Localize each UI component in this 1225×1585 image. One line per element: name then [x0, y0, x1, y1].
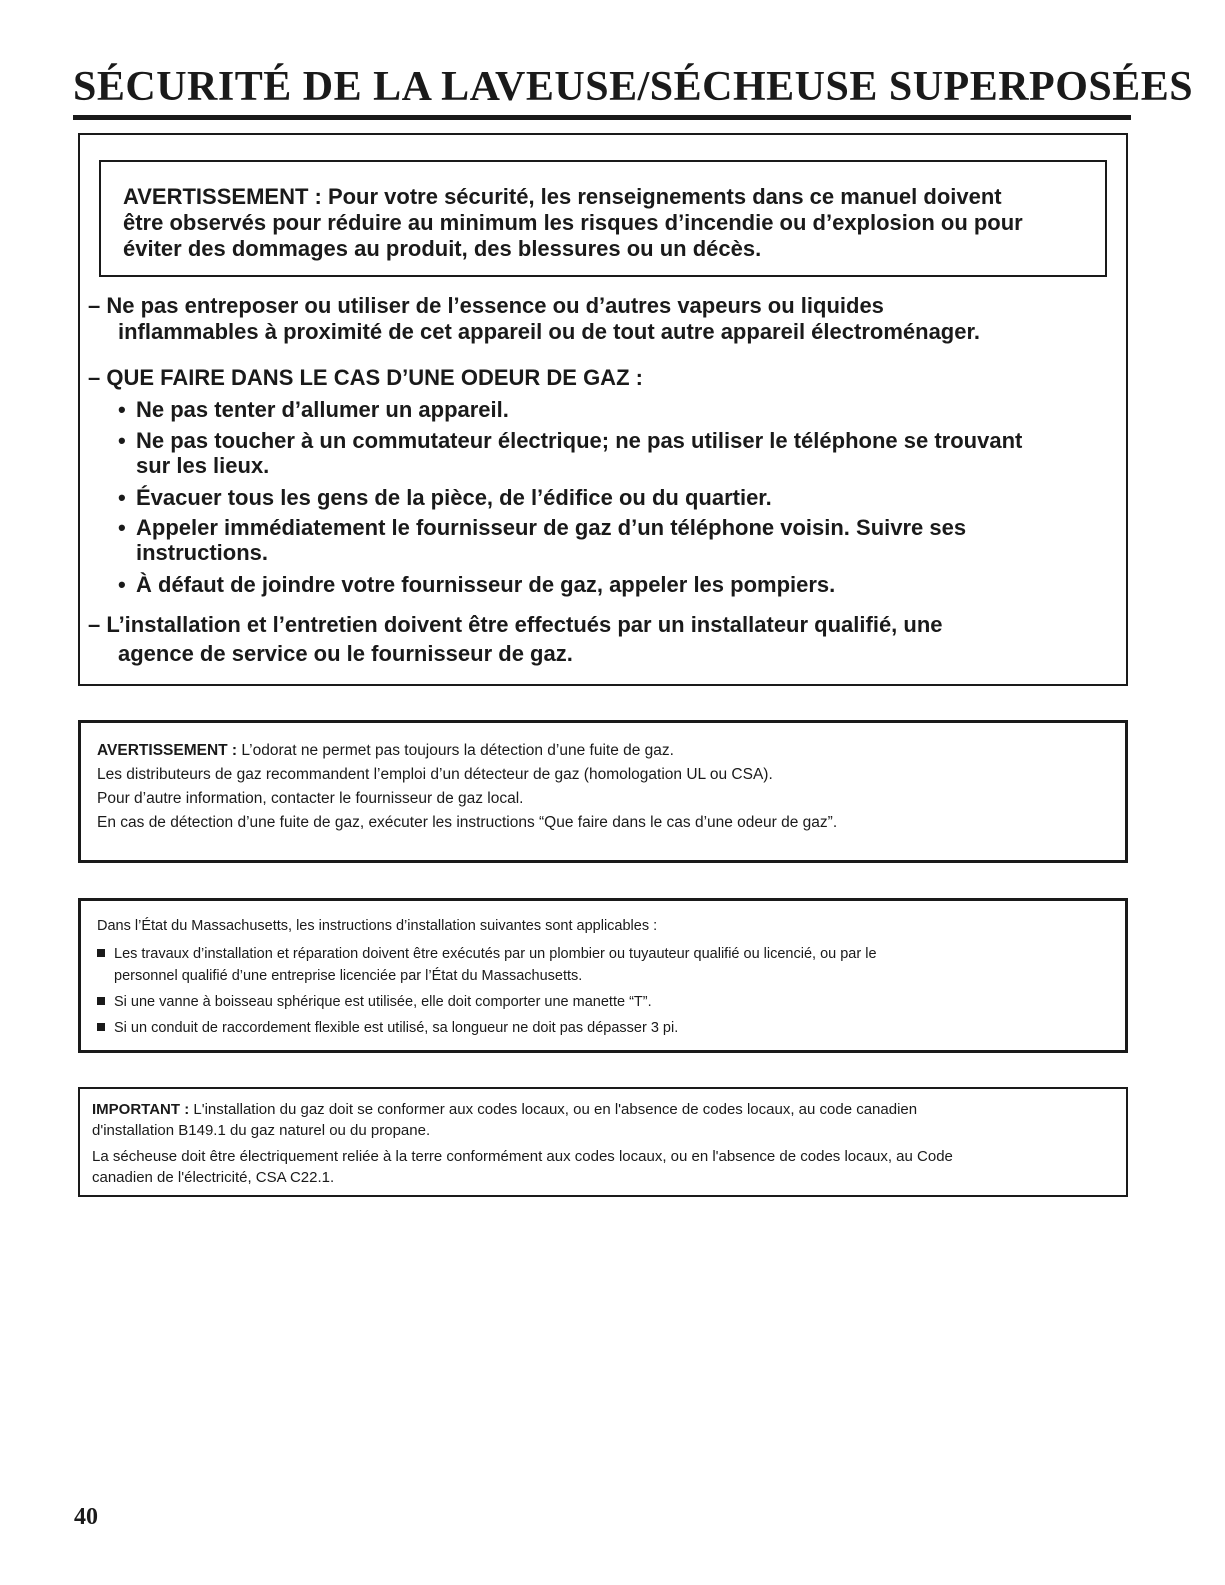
bullet-text: Évacuer tous les gens de la pièce, de l’édifice ou du quartier. [136, 485, 772, 510]
massachusetts-box [78, 898, 1128, 1053]
safety-item-flammables-cont: inflammables à proximité de cet appareil ou de tout autre appareil électroménager. [118, 319, 980, 344]
massachusetts-item-cont: personnel qualifié d’une entreprise licenciée par l’État du Massachusetts. [114, 968, 583, 984]
bullet-icon: • [118, 485, 126, 510]
safety-item-installation-cont: agence de service ou le fournisseur de gaz. [118, 641, 573, 666]
bullet-text: À défaut de joindre votre fournisseur de gaz, appeler les pompiers. [136, 572, 836, 597]
odor-notice-line: Les distributeurs de gaz recommandent l’emploi d’un détecteur de gaz (homologation UL ou CSA). [97, 766, 773, 783]
square-bullet-icon [97, 997, 105, 1005]
odor-notice-text: L’odorat ne permet pas toujours la détection d’une fuite de gaz. [241, 742, 674, 759]
bullet-text: Appeler immédiatement le fournisseur de gaz d’un téléphone voisin. Suivre ses [136, 515, 967, 540]
important-label: IMPORTANT : [92, 1101, 190, 1118]
odor-notice-line [97, 739, 1125, 763]
bullet-text-cont: sur les lieux. [136, 453, 270, 478]
gas-bullet [118, 397, 509, 423]
odor-notice-box [78, 720, 1128, 863]
bullet-icon: • [118, 428, 126, 453]
gas-bullet [118, 428, 1022, 454]
warning-line: éviter des dommages au produit, des blessures ou un décès. [123, 236, 762, 261]
important-line: La sécheuse doit être électriquement reliée à la terre conformément aux codes locaux, ou en l'absence de codes locaux, au Code [92, 1148, 953, 1165]
important-line: canadien de l'électricité, CSA C22.1. [92, 1169, 335, 1186]
bullet-text: Ne pas tenter d’allumer un appareil. [136, 397, 509, 422]
gas-bullet [118, 572, 835, 598]
important-box [78, 1087, 1128, 1197]
odor-notice-line: En cas de détection d’une fuite de gaz, exécuter les instructions “Que faire dans le cas d’une odeur de gaz”. [97, 814, 838, 831]
title-underline [73, 115, 1131, 120]
bullet-icon: • [118, 572, 126, 597]
odor-notice-line: Pour d’autre information, contacter le fournisseur de gaz local. [97, 790, 524, 807]
massachusetts-item: Si un conduit de raccordement flexible est utilisé, sa longueur ne doit pas dépasser 3 pi. [97, 1017, 1125, 1039]
warning-line: AVERTISSEMENT : Pour votre sécurité, les renseignements dans ce manuel doivent [123, 184, 1002, 209]
important-line: IMPORTANT : L'installation du gaz doit se conformer aux codes locaux, ou en l'absence de codes locaux, au code canadien [92, 1101, 918, 1118]
safety-box [78, 133, 1128, 686]
odor-notice-label: AVERTISSEMENT : [97, 742, 238, 759]
massachusetts-intro: Dans l’État du Massachusetts, les instructions d’installation suivantes sont applicables : [97, 918, 658, 934]
gas-bullet [118, 485, 772, 511]
page-title: SÉCURITÉ DE LA LAVEUSE/SÉCHEUSE SUPERPOSÉES [73, 64, 1194, 110]
safety-item-installation: – L’installation et l’entretien doivent être effectués par un installateur qualifié, une [88, 612, 943, 637]
warning-line: être observés pour réduire au minimum les risques d’incendie ou d’explosion ou pour [123, 210, 1023, 235]
square-bullet-icon [97, 1023, 105, 1031]
warning-box [99, 160, 1107, 277]
bullet-text: Ne pas toucher à un commutateur électrique; ne pas utiliser le téléphone se trouvant [136, 428, 1023, 453]
bullet-icon: • [118, 515, 126, 540]
safety-item-flammables: – Ne pas entreposer ou utiliser de l’essence ou d’autres vapeurs ou liquides [88, 293, 884, 318]
bullet-icon: • [118, 397, 126, 422]
bullet-text-cont: instructions. [136, 540, 269, 565]
massachusetts-item: Si une vanne à boisseau sphérique est utilisée, elle doit comporter une manette “T”. [97, 991, 1125, 1013]
massachusetts-item: Les travaux d’installation et réparation doivent être exécutés par un plombier ou tuyauteur qualifié ou licencié, ou par le [97, 943, 1125, 965]
page-number: 40 [74, 1504, 98, 1530]
gas-bullet [118, 515, 966, 541]
important-line: d'installation B149.1 du gaz naturel ou du propane. [92, 1122, 431, 1139]
square-bullet-icon [97, 949, 105, 957]
gas-odor-heading: – QUE FAIRE DANS LE CAS D’UNE ODEUR DE GAZ : [88, 365, 643, 390]
